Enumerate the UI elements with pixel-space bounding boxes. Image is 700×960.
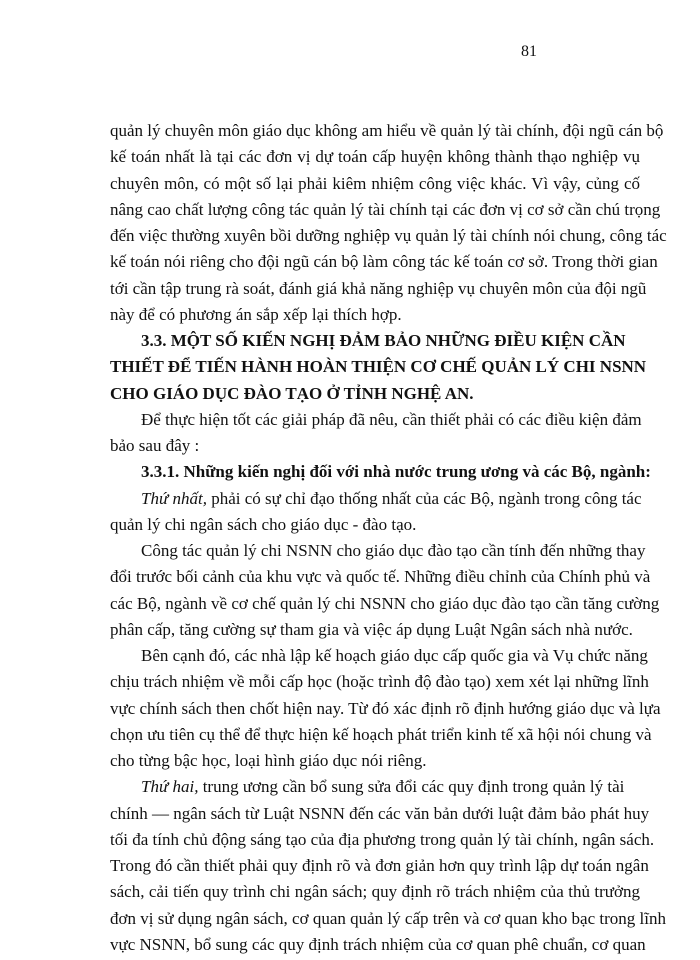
section-heading: THIẾT ĐỂ TIẾN HÀNH HOÀN THIỆN CƠ CHẾ QUẢN LÝ CHI NSNN [110,357,647,376]
body-line: đến việc thường xuyên bồi dưỡng nghiệp vụ quản lý tài chính nói chung, công tác [110,226,667,245]
body-line: Công tác quản lý chi NSNN cho giáo dục đào tạo cần tính đến những thay [141,541,646,560]
first-point-line [141,489,640,509]
body-line: chịu trách nhiệm về mỗi cấp học (hoặc trình độ đào tạo) xem xét lại những lĩnh [110,672,649,691]
body-line: đơn vị sử dụng ngân sách, cơ quan quản lý cấp trên và cơ quan kho bạc trong lĩnh [110,909,666,928]
second-lead: Thứ hai, [141,777,199,796]
body-line: cho từng bậc học, loại hình giáo dục nói riêng. [110,751,427,770]
section-heading: 3.3. MỘT SỐ KIẾN NGHỊ ĐẢM BẢO NHỮNG ĐIỀU KIỆN CẦN [141,331,626,350]
page-number: 81 [521,43,537,60]
body-line: phân cấp, tăng cường sự tham gia và việc áp dụng Luật Ngân sách nhà nước. [110,620,633,639]
body-line: nâng cao chất lượng công tác quản lý tài chính tại các đơn vị cơ sở cần chú trọng [110,200,661,219]
body-line: quản lý chi ngân sách cho giáo dục - đào tạo. [110,515,417,534]
body-line: kế toán nói riêng cho đội ngũ cán bộ làm công tác kế toán cơ sở. Trong thời gian [110,252,658,271]
section-heading: CHO GIÁO DỤC ĐÀO TẠO Ở TỈNH NGHỆ AN. [110,384,474,403]
subheading: 3.3.1. Những kiến nghị đối với nhà nước trung ương và các Bộ, ngành: [141,462,651,481]
body-line: tới cần tập trung rà soát, đánh giá khả năng nghiệp vụ chuyên môn của đội ngũ [110,279,647,298]
body-line: chính — ngân sách từ Luật NSNN đến các văn bản dưới luật đảm bảo phát huy [110,804,650,823]
second-rest: trung ương cần bổ sung sửa đổi các quy định trong quản lý tài [198,777,625,796]
body-line: chọn ưu tiên cụ thể để thực hiện kế hoạch phát triển kinh tế xã hội nói chung và [110,725,652,744]
body-line: đổi trước bối cảnh của khu vực và quốc tế. Những điều chỉnh của Chính phủ và [110,567,651,586]
body-line: Bên cạnh đó, các nhà lập kế hoạch giáo dục cấp quốc gia và Vụ chức năng [141,646,648,665]
body-line: tối đa tính chủ động sáng tạo của địa phương trong quản lý tài chính, ngân sách. [110,830,655,849]
body-line: các Bộ, ngành về cơ chế quản lý chi NSNN cho giáo dục đào tạo cần tăng cường [110,594,660,613]
intro-line: Để thực hiện tốt các giải pháp đã nêu, cần thiết phải có các điều kiện đảm [141,410,642,429]
body-line: Trong đó cần thiết phải quy định rõ và đơn giản hơn quy trình lập dự toán ngân [110,856,649,875]
body-line: vực chính sách then chốt hiện nay. Từ đó xác định rõ định hướng giáo dục và lựa [110,699,661,718]
body-line: này để có phương án sắp xếp lại thích hợp. [110,305,402,324]
second-point-line [141,777,640,797]
body-line: sách, cải tiến quy trình chi ngân sách; quy định rõ trách nhiệm của thủ trưởng [110,882,640,901]
body-line: chuyên môn, có một số lại phải kiêm nhiệm công việc khác. Vì vậy, củng cố [110,174,640,193]
body-line: vực NSNN, bổ sung các quy định trách nhiệm của cơ quan phê chuẩn, cơ quan [110,935,646,954]
intro-line: bảo sau đây : [110,436,200,455]
first-lead: Thứ nhất, [141,489,207,508]
body-line: quản lý chuyên môn giáo dục không am hiểu về quản lý tài chính, đội ngũ cán bộ [110,121,664,140]
body-line: kế toán nhất là tại các đơn vị dự toán cấp huyện không thành thạo nghiệp vụ [110,147,640,166]
first-rest: phải có sự chỉ đạo thống nhất của các Bộ, ngành trong công tác [206,489,642,508]
